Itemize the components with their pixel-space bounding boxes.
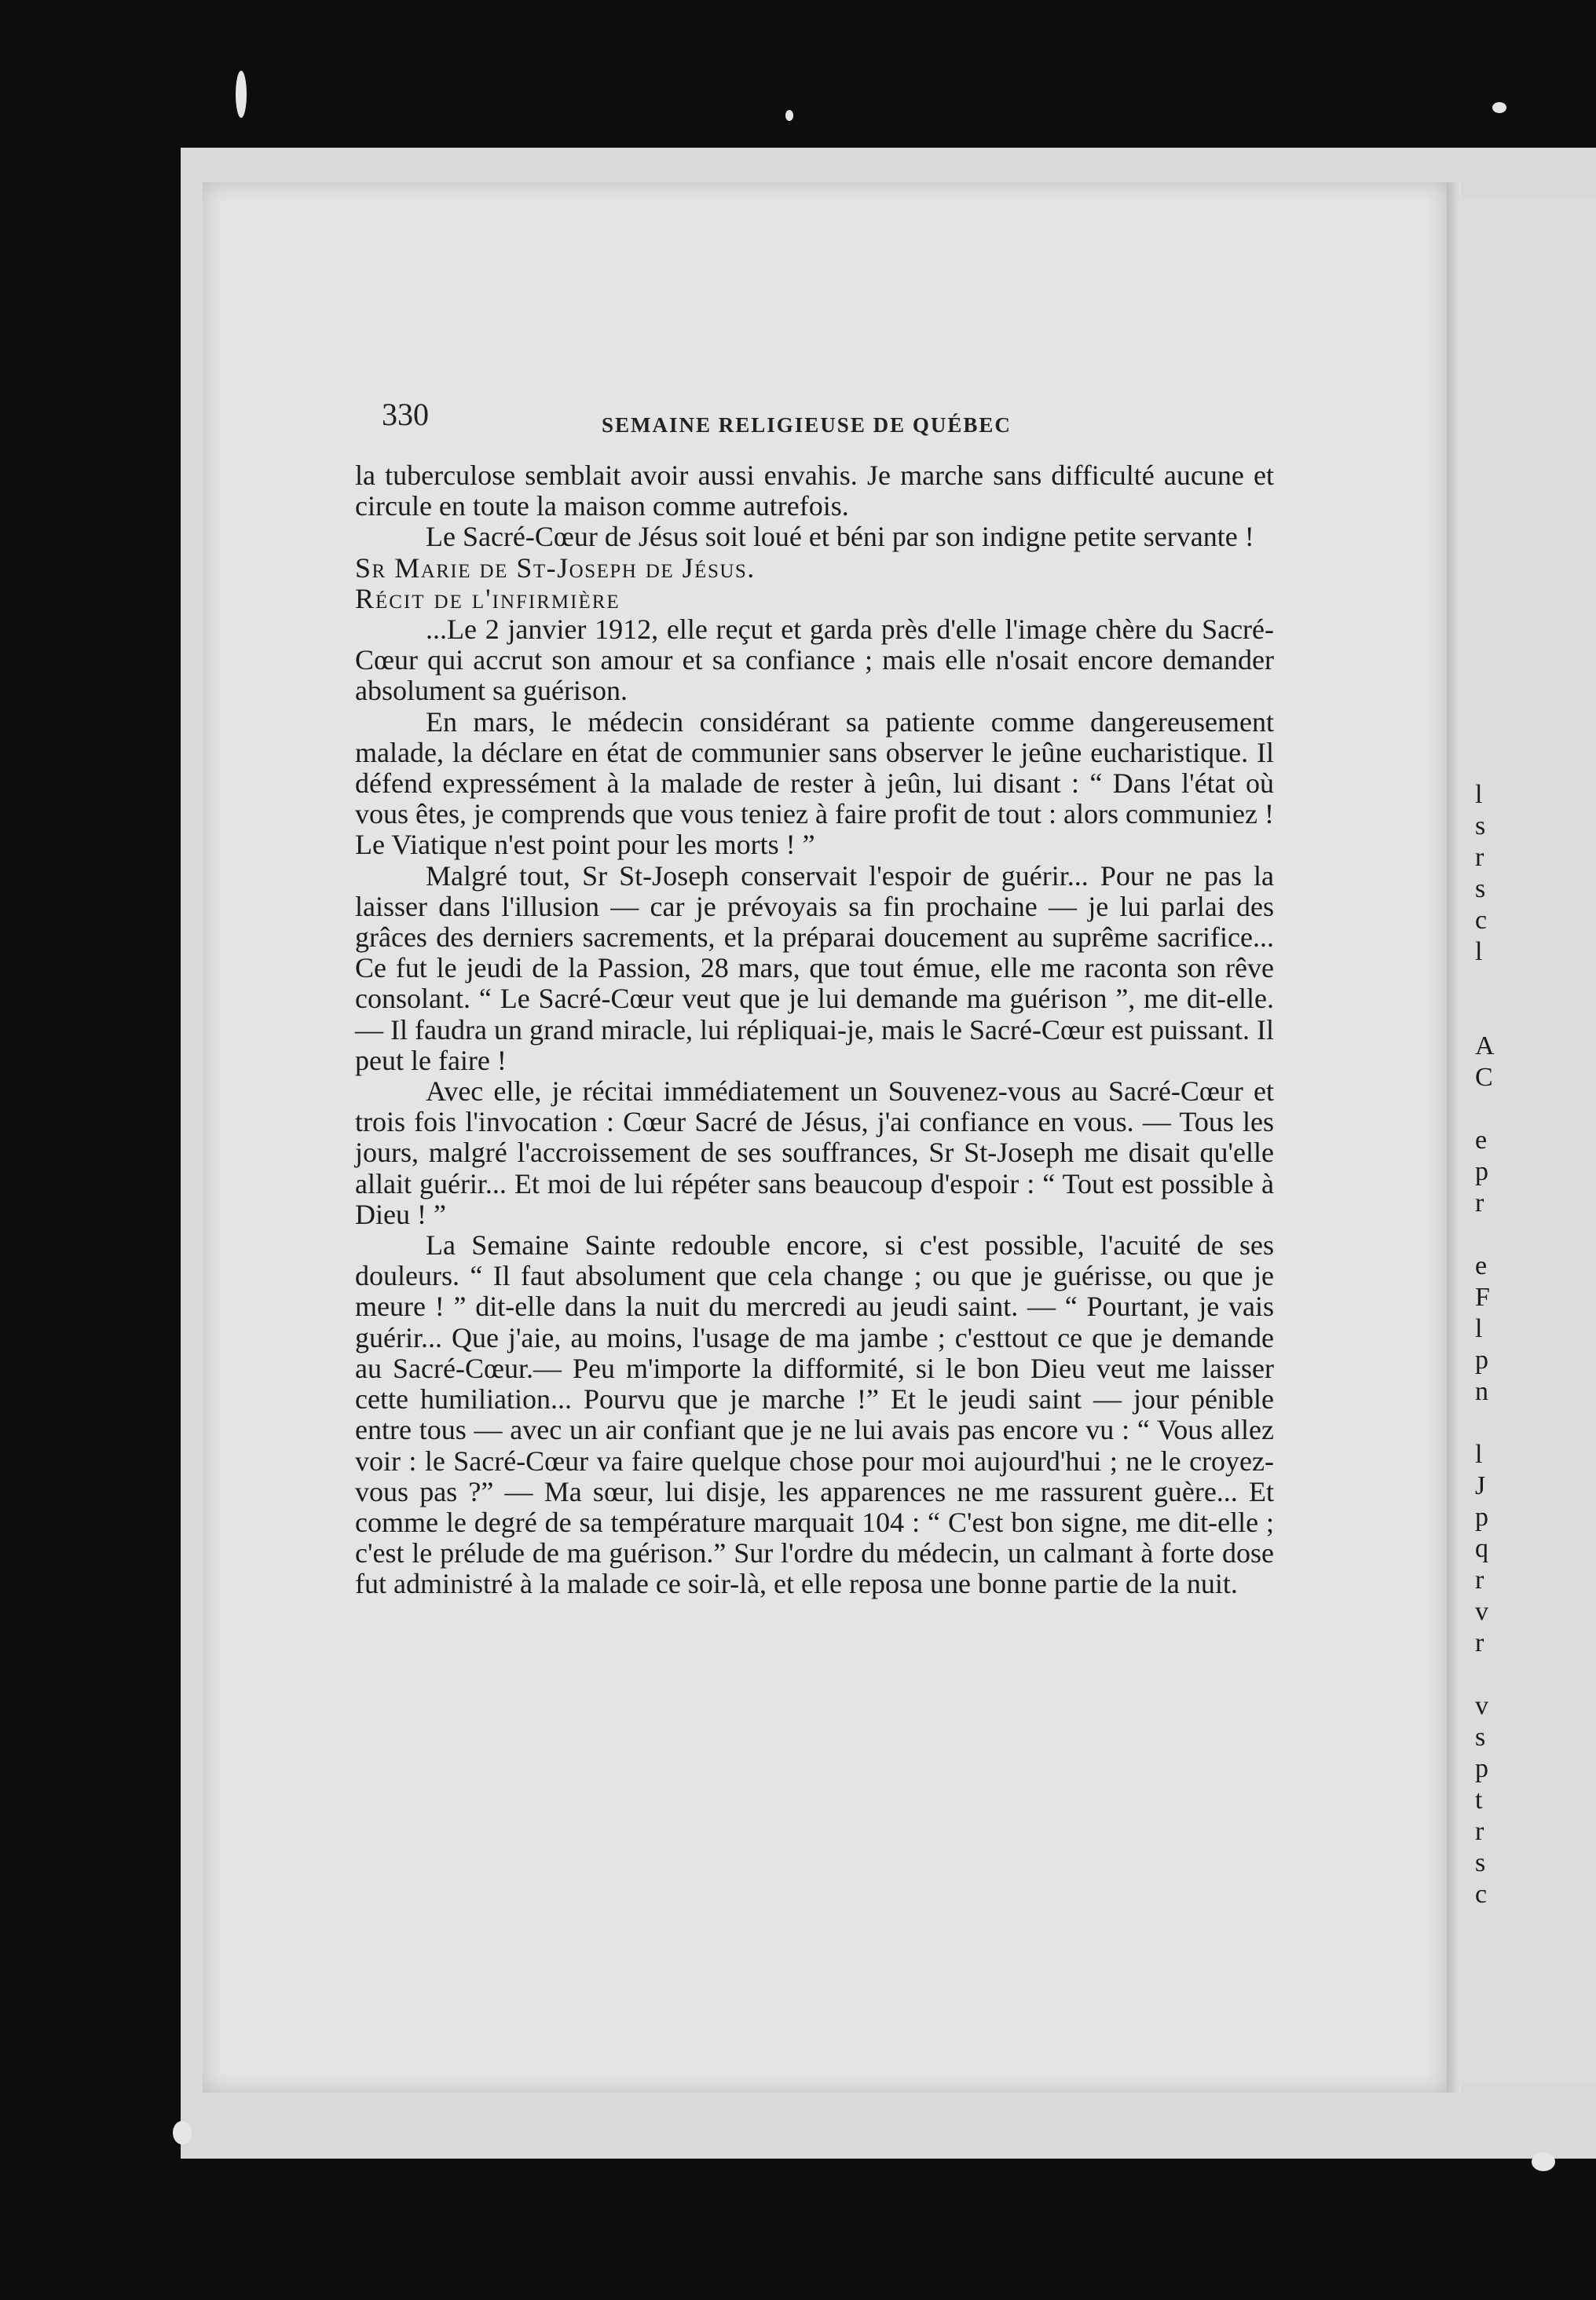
right-page-fragment (1475, 1219, 1495, 1251)
scan-dust (785, 110, 793, 121)
right-page-fragment: s (1475, 1848, 1486, 1877)
scan-dust (1492, 102, 1506, 113)
right-page-fragment: v (1475, 1597, 1488, 1626)
right-page-fragment: F (1475, 1283, 1490, 1312)
right-page (1459, 198, 1596, 2083)
paragraph-5: Malgré tout, Sr St-Joseph conservait l'espoir de guérir... Pour ne pas la laisser dans l'illusion — car je prévoyais sa fin prochaine — je lui parlai des grâces des derniers sacrements, et la préparai doucement au suprême sacrifice... Ce fut le jeudi de la Passion, 28 mars, que tout émue, elle me raconta son rêve consolant. “ Le Sacré-Cœur veut que je lui demande ma guérison ”, me dit-elle. — Il faudra un grand miracle, lui répliquai-je, mais le Sacré-Cœur est puissant. Il peut le faire ! (355, 859, 1274, 1076)
right-page-fragment: s (1475, 811, 1486, 841)
right-page-fragment: s (1475, 874, 1486, 903)
right-page-fragment: s (1475, 1723, 1486, 1752)
right-page-fragment: q (1475, 1534, 1488, 1563)
scan-dust (236, 71, 247, 118)
right-page-fragment (1475, 999, 1495, 1031)
right-page-fragment (1475, 1659, 1495, 1690)
signature: Sr Marie de St-Joseph de Jésus. (355, 551, 756, 584)
right-page-fragment: l (1475, 1314, 1483, 1343)
right-page-text-fragments (1475, 779, 1495, 1910)
paragraph-6: Avec elle, je récitai immédiatement un Souvenez-vous au Sacré-Cœur et trois fois l'invocation : Cœur Sacré de Jésus, j'ai confiance en vous. — Tous les jours, malgré l'accroissement de ses souffrances, Sr St-Joseph me disait qu'elle allait guérir... Et moi de lui répéter sans beaucoup d'espoir : “ Tout est possible à Dieu ! ” (355, 1075, 1274, 1230)
paragraph-2: Le Sacré-Cœur de Jésus soit loué et béni par son indigne petite servante ! (426, 521, 1254, 553)
right-page-fragment: v (1475, 1691, 1488, 1720)
right-page-fragment: p (1475, 1503, 1488, 1532)
right-page-fragment: r (1475, 1566, 1484, 1595)
right-page-fragment: c (1475, 1880, 1488, 1909)
scan-dust (173, 2121, 192, 2144)
right-page-fragment: l (1475, 780, 1483, 809)
right-page-fragment: e (1475, 1126, 1488, 1155)
paragraph-3: ...Le 2 janvier 1912, elle reçut et garda près d'elle l'image chère du Sacré-Cœur qui accrut son amour et sa confiance ; mais elle n'osait encore demander absolument sa guérison. (355, 613, 1274, 707)
right-page-fragment: p (1475, 1346, 1488, 1375)
right-page-fragment: c (1475, 906, 1488, 935)
paragraph-1: la tuberculose semblait avoir aussi envahis. Je marche sans difficulté aucune et circule en toute la maison comme autrefois. (355, 460, 1274, 522)
right-page-fragment: n (1475, 1377, 1488, 1406)
right-page-fragment: C (1475, 1063, 1493, 1092)
right-page-fragment: r (1475, 1628, 1484, 1657)
right-page-fragment (1475, 1408, 1495, 1439)
section-heading: Récit de l'infirmière (355, 582, 620, 614)
right-page-fragment: r (1475, 843, 1484, 872)
right-page-fragment: p (1475, 1754, 1488, 1783)
right-page-fragment (1475, 1093, 1495, 1125)
right-page-fragment: r (1475, 1817, 1484, 1846)
right-page-fragment: l (1475, 1440, 1483, 1469)
page-number: 330 (382, 397, 429, 432)
paragraph-4: En mars, le médecin considérant sa patiente comme dangereusement malade, la déclare en état de communier sans observer le jeûne eucharistique. Il défend expressément à la malade de rester à jeûn, lui disant : “ Dans l'état où vous êtes, je comprends que vous teniez à faire profit de tout : alors communiez ! Le Viatique n'est point pour les morts ! ” (355, 705, 1274, 861)
right-page-fragment: p (1475, 1157, 1488, 1186)
scan-dust (1532, 2152, 1555, 2171)
running-head (382, 396, 1277, 443)
right-page-fragment: e (1475, 1251, 1488, 1280)
right-page-fragment (1475, 968, 1495, 999)
paragraph-7: La Semaine Sainte redouble encore, si c'est possible, l'acuité de ses douleurs. “ Il faut absolument que cela change ; ou que je guérisse, ou que je meure ! ” dit-elle dans la nuit du mercredi au jeudi saint. — “ Pourtant, je vais guérir... Que j'aie, au moins, l'usage de ma jambe ; c'esttout ce que je demande au Sacré-Cœur.— Peu m'importe la difformité, si le bon Dieu veut me laisser cette humiliation... Pourvu que je marche !” Et le jeudi saint — jour pénible entre tous — avec un air confiant que je ne lui avais pas encore vu : “ Vous allez voir : le Sacré-Cœur va faire quelque chose pour moi aujourd'hui ; ne le croyez-vous pas ?” — Ma sœur, lui disje, les apparences ne me rassurent guère... Et comme le degré de sa température marquait 104 : “ C'est bon signe, me dit-elle ; c'est le prélude de ma guérison.” Sur l'ordre du médecin, un calmant à forte dose fut administré à la malade ce soir-là, et elle reposa une bonne partie de la nuit. (355, 1229, 1274, 1600)
right-page-fragment: A (1475, 1031, 1495, 1060)
right-page-fragment: r (1475, 1188, 1484, 1218)
right-page-fragment: t (1475, 1785, 1483, 1815)
right-page-fragment: l (1475, 937, 1483, 966)
right-page-fragment: J (1475, 1471, 1486, 1500)
journal-title: SEMAINE RELIGIEUSE DE QUÉBEC (602, 413, 1012, 437)
page-body (355, 460, 1274, 1600)
